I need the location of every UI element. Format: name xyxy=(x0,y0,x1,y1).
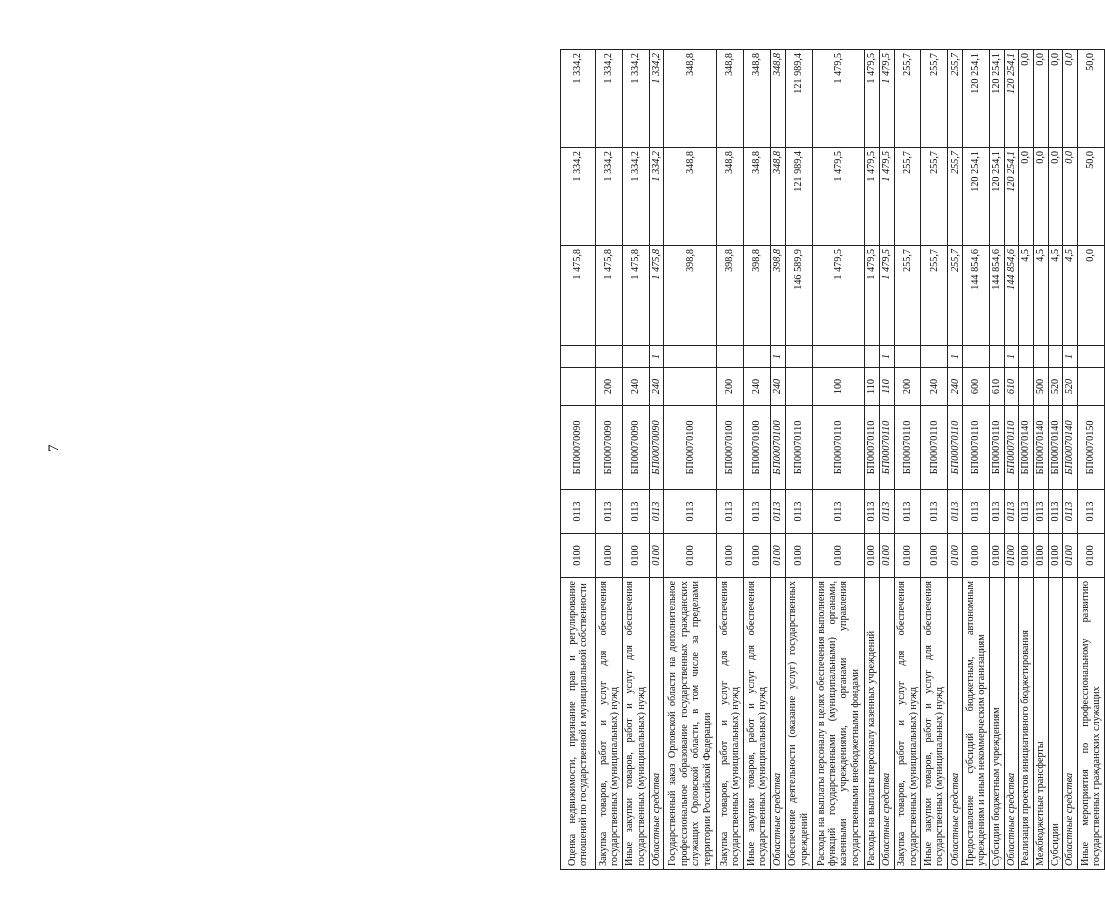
code-section: 0100 xyxy=(1063,534,1078,578)
code-source: 1 xyxy=(1063,346,1078,368)
value-year-2: 348,8 xyxy=(664,148,717,246)
value-year-2: 255,7 xyxy=(921,148,948,246)
row-name: Оценка недвижимости, признание прав и регулирование отношений по государственной и муниципальной собственности xyxy=(561,578,596,870)
table-row xyxy=(1063,50,1078,870)
code-source: 1 xyxy=(1004,346,1019,368)
code-section: 0100 xyxy=(561,534,596,578)
value-year-1: 398,8 xyxy=(717,246,744,346)
code-subsection: 0113 xyxy=(622,490,649,534)
code-source xyxy=(717,346,744,368)
code-subsection: 0113 xyxy=(717,490,744,534)
code-section: 0100 xyxy=(595,534,622,578)
value-year-3: 1 334,2 xyxy=(595,50,622,148)
code-subsection: 0113 xyxy=(879,490,894,534)
code-target: БП00070090 xyxy=(649,406,664,490)
code-source xyxy=(1078,346,1105,368)
code-subsection: 0113 xyxy=(1019,490,1034,534)
code-target: БП00070150 xyxy=(1078,406,1105,490)
code-source xyxy=(1048,346,1063,368)
row-name: Областные средства xyxy=(879,578,894,870)
code-target: БП00070090 xyxy=(622,406,649,490)
value-year-2: 1 334,2 xyxy=(561,148,596,246)
row-name: Межбюджетные трансферты xyxy=(1033,578,1048,870)
code-section: 0100 xyxy=(717,534,744,578)
code-source: 1 xyxy=(770,346,785,368)
page-number: 7 xyxy=(46,444,62,452)
value-year-1: 144 854,6 xyxy=(989,246,1004,346)
rotated-table-container xyxy=(560,50,1105,870)
table-row xyxy=(879,50,894,870)
code-section: 0100 xyxy=(785,534,812,578)
code-section: 0100 xyxy=(1019,534,1034,578)
value-year-1: 255,7 xyxy=(948,246,963,346)
row-name: Государственный заказ Орловской области на дополнительное профессиональное образование государственных гражданских служащих Орловской области, в том числе за пределами территории Российской Федерации xyxy=(664,578,717,870)
code-subsection: 0113 xyxy=(894,490,921,534)
row-name: Областные средства xyxy=(649,578,664,870)
code-target: БП00070110 xyxy=(812,406,865,490)
value-year-1: 146 589,9 xyxy=(785,246,812,346)
value-year-2: 348,8 xyxy=(717,148,744,246)
code-section: 0100 xyxy=(879,534,894,578)
code-target: БП00070110 xyxy=(989,406,1004,490)
code-target: БП00070110 xyxy=(865,406,880,490)
row-name: Субсидии бюджетным учреждениям xyxy=(989,578,1004,870)
table-row xyxy=(812,50,865,870)
code-source: 1 xyxy=(948,346,963,368)
row-name: Иные закупки товаров, работ и услуг для обеспечения государственных (муниципальных) нужд xyxy=(921,578,948,870)
table-row xyxy=(649,50,664,870)
code-section: 0100 xyxy=(649,534,664,578)
code-target: БП00070140 xyxy=(1033,406,1048,490)
code-expense-type: 240 xyxy=(948,368,963,406)
code-source: 1 xyxy=(649,346,664,368)
value-year-2: 1 479,5 xyxy=(865,148,880,246)
table-row xyxy=(595,50,622,870)
table-row xyxy=(894,50,921,870)
row-name: Предоставление субсидий бюджетным, автономным учреждениям и иным некоммерческим организациям xyxy=(963,578,990,870)
table-row xyxy=(989,50,1004,870)
code-expense-type: 240 xyxy=(622,368,649,406)
code-subsection: 0113 xyxy=(785,490,812,534)
value-year-3: 255,7 xyxy=(921,50,948,148)
code-expense-type: 500 xyxy=(1033,368,1048,406)
code-expense-type: 600 xyxy=(963,368,990,406)
value-year-3: 1 334,2 xyxy=(649,50,664,148)
value-year-3: 0,0 xyxy=(1048,50,1063,148)
value-year-2: 0,0 xyxy=(1048,148,1063,246)
code-subsection: 0113 xyxy=(1033,490,1048,534)
code-expense-type: 520 xyxy=(1063,368,1078,406)
code-source xyxy=(865,346,880,368)
code-source xyxy=(744,346,771,368)
code-expense-type: 610 xyxy=(989,368,1004,406)
code-source xyxy=(595,346,622,368)
row-name: Закупка товаров, работ и услуг для обеспечения государственных (муниципальных) нужд xyxy=(894,578,921,870)
row-name: Областные средства xyxy=(948,578,963,870)
value-year-2: 50,0 xyxy=(1078,148,1105,246)
value-year-3: 348,8 xyxy=(744,50,771,148)
value-year-3: 348,8 xyxy=(664,50,717,148)
row-name: Областные средства xyxy=(1063,578,1078,870)
value-year-1: 1 475,8 xyxy=(561,246,596,346)
code-target: БП00070090 xyxy=(561,406,596,490)
value-year-3: 120 254,1 xyxy=(989,50,1004,148)
value-year-2: 1 479,5 xyxy=(812,148,865,246)
code-source xyxy=(785,346,812,368)
table-row xyxy=(963,50,990,870)
row-name: Субсидии xyxy=(1048,578,1063,870)
value-year-3: 255,7 xyxy=(894,50,921,148)
code-subsection: 0113 xyxy=(1004,490,1019,534)
value-year-1: 4,5 xyxy=(1063,246,1078,346)
code-section: 0100 xyxy=(921,534,948,578)
value-year-1: 1 475,8 xyxy=(595,246,622,346)
code-section: 0100 xyxy=(948,534,963,578)
value-year-2: 0,0 xyxy=(1019,148,1034,246)
value-year-2: 1 334,2 xyxy=(649,148,664,246)
code-expense-type: 520 xyxy=(1048,368,1063,406)
value-year-3: 1 479,5 xyxy=(812,50,865,148)
code-section: 0100 xyxy=(770,534,785,578)
value-year-3: 1 479,5 xyxy=(879,50,894,148)
code-source xyxy=(989,346,1004,368)
table-row xyxy=(664,50,717,870)
code-section: 0100 xyxy=(744,534,771,578)
table-row xyxy=(622,50,649,870)
code-expense-type xyxy=(1019,368,1034,406)
value-year-1: 1 479,5 xyxy=(812,246,865,346)
row-name: Закупка товаров, работ и услуг для обеспечения государственных (муниципальных) нужд xyxy=(717,578,744,870)
code-subsection: 0113 xyxy=(865,490,880,534)
value-year-1: 144 854,6 xyxy=(963,246,990,346)
code-target: БП00070110 xyxy=(948,406,963,490)
table-body xyxy=(561,50,1105,870)
value-year-1: 4,5 xyxy=(1048,246,1063,346)
code-target: БП00070140 xyxy=(1019,406,1034,490)
code-subsection: 0113 xyxy=(561,490,596,534)
value-year-3: 0,0 xyxy=(1019,50,1034,148)
code-target: БП00070110 xyxy=(1004,406,1019,490)
code-expense-type: 200 xyxy=(894,368,921,406)
value-year-3: 1 479,5 xyxy=(865,50,880,148)
table-row xyxy=(1033,50,1048,870)
code-target: БП00070110 xyxy=(921,406,948,490)
code-expense-type: 240 xyxy=(921,368,948,406)
value-year-2: 1 479,5 xyxy=(879,148,894,246)
code-target: БП00070140 xyxy=(1048,406,1063,490)
value-year-2: 0,0 xyxy=(1063,148,1078,246)
value-year-2: 0,0 xyxy=(1033,148,1048,246)
value-year-3: 1 334,2 xyxy=(622,50,649,148)
code-expense-type: 240 xyxy=(649,368,664,406)
code-target: БП00070100 xyxy=(770,406,785,490)
code-expense-type: 100 xyxy=(812,368,865,406)
value-year-3: 0,0 xyxy=(1033,50,1048,148)
table-row xyxy=(921,50,948,870)
value-year-1: 0,0 xyxy=(1078,246,1105,346)
code-expense-type: 240 xyxy=(770,368,785,406)
code-expense-type: 110 xyxy=(879,368,894,406)
code-section: 0100 xyxy=(989,534,1004,578)
table-row xyxy=(1078,50,1105,870)
code-target: БП00070100 xyxy=(717,406,744,490)
row-name: Расходы на выплаты персоналу казенных учреждений xyxy=(865,578,880,870)
row-name: Реализация проектов инициативного бюджетирования xyxy=(1019,578,1034,870)
code-source xyxy=(561,346,596,368)
code-target: БП00070110 xyxy=(879,406,894,490)
code-section: 0100 xyxy=(1078,534,1105,578)
row-name: Иные мероприятия по профессиональному развитию государственных гражданских служащих xyxy=(1078,578,1105,870)
value-year-1: 398,8 xyxy=(744,246,771,346)
code-section: 0100 xyxy=(664,534,717,578)
code-section: 0100 xyxy=(812,534,865,578)
value-year-2: 1 334,2 xyxy=(595,148,622,246)
value-year-3: 1 334,2 xyxy=(561,50,596,148)
code-expense-type: 240 xyxy=(744,368,771,406)
budget-table xyxy=(560,49,1105,870)
value-year-1: 144 854,6 xyxy=(1004,246,1019,346)
code-target: БП00070140 xyxy=(1063,406,1078,490)
row-name: Иные закупки товаров, работ и услуг для обеспечения государственных (муниципальных) нужд xyxy=(744,578,771,870)
value-year-2: 255,7 xyxy=(948,148,963,246)
code-source xyxy=(1033,346,1048,368)
code-section: 0100 xyxy=(963,534,990,578)
code-expense-type xyxy=(561,368,596,406)
value-year-1: 255,7 xyxy=(894,246,921,346)
value-year-1: 4,5 xyxy=(1033,246,1048,346)
table-row xyxy=(948,50,963,870)
value-year-2: 1 334,2 xyxy=(622,148,649,246)
value-year-1: 1 475,8 xyxy=(649,246,664,346)
code-subsection: 0113 xyxy=(1048,490,1063,534)
code-section: 0100 xyxy=(1004,534,1019,578)
code-subsection: 0113 xyxy=(921,490,948,534)
value-year-3: 348,8 xyxy=(770,50,785,148)
code-expense-type: 200 xyxy=(595,368,622,406)
table-row xyxy=(770,50,785,870)
code-source xyxy=(963,346,990,368)
code-section: 0100 xyxy=(622,534,649,578)
value-year-3: 348,8 xyxy=(717,50,744,148)
code-subsection: 0113 xyxy=(963,490,990,534)
value-year-2: 120 254,1 xyxy=(989,148,1004,246)
code-subsection: 0113 xyxy=(595,490,622,534)
value-year-3: 121 989,4 xyxy=(785,50,812,148)
code-expense-type: 110 xyxy=(865,368,880,406)
code-target: БП00070100 xyxy=(664,406,717,490)
table-row xyxy=(785,50,812,870)
code-section: 0100 xyxy=(1033,534,1048,578)
row-name: Обеспечение деятельности (оказание услуг) государственных учреждений xyxy=(785,578,812,870)
code-expense-type xyxy=(664,368,717,406)
code-source xyxy=(622,346,649,368)
value-year-2: 121 989,4 xyxy=(785,148,812,246)
code-subsection: 0113 xyxy=(948,490,963,534)
value-year-3: 120 254,1 xyxy=(1004,50,1019,148)
value-year-3: 120 254,1 xyxy=(963,50,990,148)
code-subsection: 0113 xyxy=(649,490,664,534)
code-source xyxy=(664,346,717,368)
code-source xyxy=(894,346,921,368)
value-year-2: 255,7 xyxy=(894,148,921,246)
code-expense-type xyxy=(785,368,812,406)
code-expense-type xyxy=(1078,368,1105,406)
row-name: Областные средства xyxy=(1004,578,1019,870)
code-section: 0100 xyxy=(1048,534,1063,578)
code-target: БП00070100 xyxy=(744,406,771,490)
value-year-3: 255,7 xyxy=(948,50,963,148)
row-name: Областные средства xyxy=(770,578,785,870)
value-year-1: 1 479,5 xyxy=(865,246,880,346)
value-year-3: 50,0 xyxy=(1078,50,1105,148)
value-year-2: 120 254,1 xyxy=(1004,148,1019,246)
code-subsection: 0113 xyxy=(812,490,865,534)
value-year-1: 398,8 xyxy=(664,246,717,346)
table-row xyxy=(1019,50,1034,870)
row-name: Иные закупки товаров, работ и услуг для обеспечения государственных (муниципальных) нужд xyxy=(622,578,649,870)
code-source xyxy=(812,346,865,368)
value-year-1: 255,7 xyxy=(921,246,948,346)
value-year-2: 348,8 xyxy=(744,148,771,246)
code-target: БП00070090 xyxy=(595,406,622,490)
code-subsection: 0113 xyxy=(770,490,785,534)
value-year-2: 348,8 xyxy=(770,148,785,246)
row-name: Расходы на выплаты персоналу в целях обеспечения выполнения функций государственными (муниципальными) органами, казенными учреждениями, органами управления государственными внебюджетными фондами xyxy=(812,578,865,870)
code-section: 0100 xyxy=(894,534,921,578)
table-row xyxy=(1004,50,1019,870)
table-row xyxy=(717,50,744,870)
table-row xyxy=(561,50,596,870)
value-year-1: 1 475,8 xyxy=(622,246,649,346)
value-year-1: 4,5 xyxy=(1019,246,1034,346)
code-subsection: 0113 xyxy=(1078,490,1105,534)
code-subsection: 0113 xyxy=(1063,490,1078,534)
code-subsection: 0113 xyxy=(989,490,1004,534)
value-year-1: 398,8 xyxy=(770,246,785,346)
table-row xyxy=(1048,50,1063,870)
table-row xyxy=(865,50,880,870)
code-target: БП00070110 xyxy=(894,406,921,490)
table-row xyxy=(744,50,771,870)
code-source xyxy=(921,346,948,368)
value-year-3: 0,0 xyxy=(1063,50,1078,148)
code-source xyxy=(1019,346,1034,368)
code-section: 0100 xyxy=(865,534,880,578)
code-expense-type: 200 xyxy=(717,368,744,406)
code-target: БП00070110 xyxy=(963,406,990,490)
value-year-1: 1 479,5 xyxy=(879,246,894,346)
row-name: Закупка товаров, работ и услуг для обеспечения государственных (муниципальных) нужд xyxy=(595,578,622,870)
value-year-2: 120 254,1 xyxy=(963,148,990,246)
code-expense-type: 610 xyxy=(1004,368,1019,406)
code-subsection: 0113 xyxy=(664,490,717,534)
code-target: БП00070110 xyxy=(785,406,812,490)
code-subsection: 0113 xyxy=(744,490,771,534)
code-source: 1 xyxy=(879,346,894,368)
